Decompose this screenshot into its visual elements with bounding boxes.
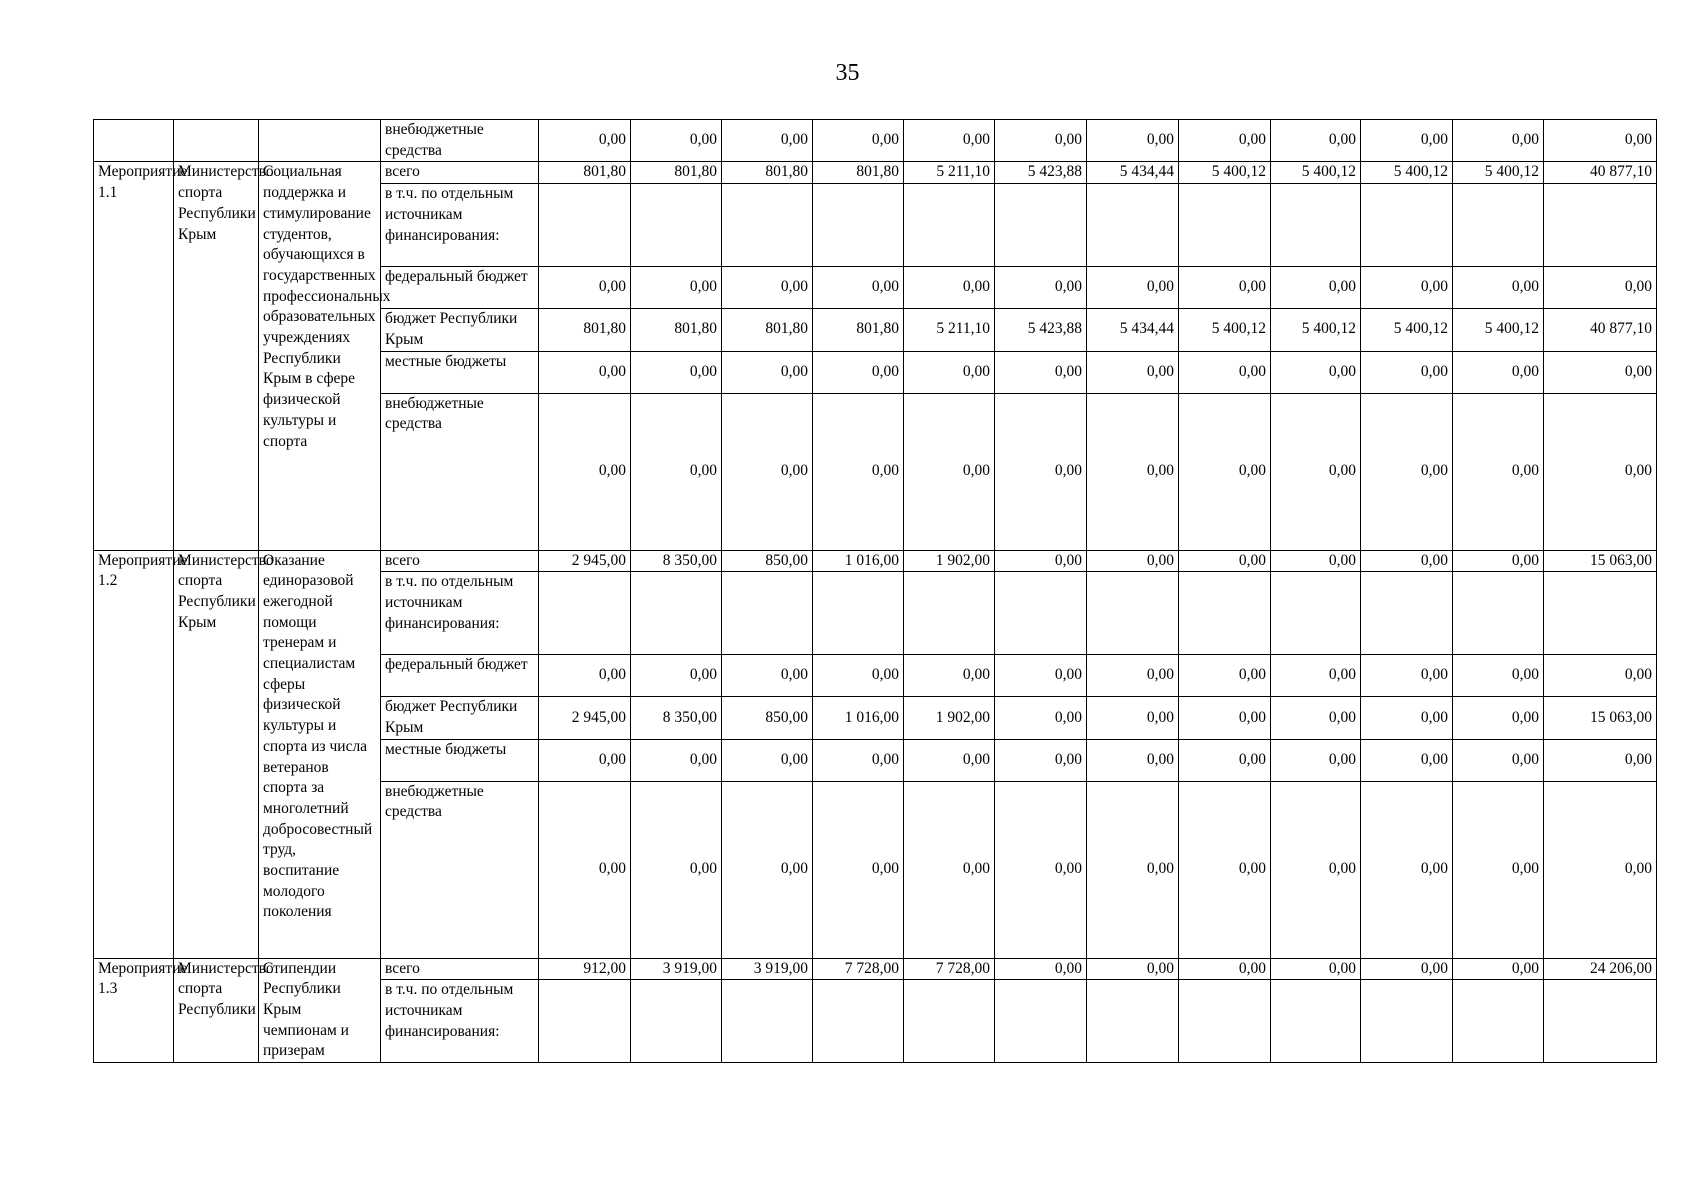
source-cell: в т.ч. по отдельным источникам финансирования:: [381, 184, 539, 267]
table-row: [94, 120, 1657, 162]
value-cell: 0,00: [631, 393, 722, 550]
value-cell: 0,00: [995, 781, 1087, 958]
value-cell: 0,00: [1271, 655, 1361, 697]
value-cell: 0,00: [995, 739, 1087, 781]
value-cell: [813, 980, 904, 1063]
value-cell: 0,00: [1544, 267, 1657, 309]
value-cell: [1179, 572, 1271, 655]
value-cell: 0,00: [1453, 697, 1544, 739]
value-cell: 1 902,00: [904, 550, 995, 572]
value-cell: 0,00: [1087, 550, 1179, 572]
value-cell: 0,00: [1271, 120, 1361, 162]
value-cell: 0,00: [722, 739, 813, 781]
value-cell: 0,00: [1087, 351, 1179, 393]
table-row: [94, 550, 1657, 572]
event-cell: Мероприятие 1.1: [94, 162, 174, 550]
source-cell: внебюджетные средства: [381, 781, 539, 958]
value-cell: 0,00: [1453, 655, 1544, 697]
value-cell: 0,00: [1271, 697, 1361, 739]
value-cell: [1361, 184, 1453, 267]
value-cell: 0,00: [1453, 958, 1544, 980]
value-cell: 0,00: [1453, 120, 1544, 162]
value-cell: 0,00: [904, 267, 995, 309]
value-cell: 5 400,12: [1453, 162, 1544, 184]
value-cell: 0,00: [539, 351, 631, 393]
value-cell: 0,00: [1179, 697, 1271, 739]
value-cell: 0,00: [722, 267, 813, 309]
event-cell: Мероприятие 1.3: [94, 958, 174, 1063]
value-cell: 5 400,12: [1361, 309, 1453, 351]
value-cell: [813, 572, 904, 655]
value-cell: 2 945,00: [539, 697, 631, 739]
value-cell: 3 919,00: [631, 958, 722, 980]
value-cell: [1271, 572, 1361, 655]
description-cell: Стипендии Республики Крым чемпионам и призерам: [259, 958, 381, 1063]
value-cell: [1271, 184, 1361, 267]
description-cell: Оказание единоразовой ежегодной помощи тренерам и специалистам сферы физической культуры и спорта из числа ветеранов спорта за многолетний добросовестный труд, воспитание молодого поколения: [259, 550, 381, 958]
value-cell: 801,80: [631, 162, 722, 184]
value-cell: [1544, 572, 1657, 655]
value-cell: 801,80: [813, 162, 904, 184]
description-cell: [259, 120, 381, 162]
value-cell: 0,00: [904, 393, 995, 550]
value-cell: 0,00: [1271, 550, 1361, 572]
executor-cell: [174, 120, 259, 162]
value-cell: 5 400,12: [1179, 162, 1271, 184]
value-cell: 0,00: [904, 781, 995, 958]
value-cell: 5 400,12: [1271, 309, 1361, 351]
event-cell: [94, 120, 174, 162]
value-cell: 0,00: [1271, 958, 1361, 980]
value-cell: [813, 184, 904, 267]
value-cell: 0,00: [722, 393, 813, 550]
value-cell: [904, 184, 995, 267]
value-cell: 0,00: [1453, 267, 1544, 309]
value-cell: 0,00: [1453, 739, 1544, 781]
value-cell: [995, 184, 1087, 267]
executor-cell: Министерство спорта Республики: [174, 958, 259, 1063]
value-cell: 0,00: [1453, 550, 1544, 572]
value-cell: 5 400,12: [1271, 162, 1361, 184]
value-cell: 0,00: [722, 120, 813, 162]
value-cell: 5 211,10: [904, 162, 995, 184]
value-cell: 0,00: [813, 739, 904, 781]
value-cell: 15 063,00: [1544, 697, 1657, 739]
value-cell: 0,00: [995, 351, 1087, 393]
value-cell: 5 400,12: [1453, 309, 1544, 351]
value-cell: [539, 572, 631, 655]
value-cell: 801,80: [631, 309, 722, 351]
value-cell: 850,00: [722, 550, 813, 572]
value-cell: 801,80: [539, 309, 631, 351]
value-cell: [722, 184, 813, 267]
value-cell: 0,00: [539, 267, 631, 309]
value-cell: [722, 572, 813, 655]
value-cell: 0,00: [813, 781, 904, 958]
value-cell: [1453, 184, 1544, 267]
value-cell: 8 350,00: [631, 697, 722, 739]
value-cell: 0,00: [539, 655, 631, 697]
value-cell: 0,00: [1453, 351, 1544, 393]
value-cell: 0,00: [539, 781, 631, 958]
value-cell: 1 016,00: [813, 697, 904, 739]
value-cell: 24 206,00: [1544, 958, 1657, 980]
source-cell: внебюджетные средства: [381, 393, 539, 550]
source-cell: местные бюджеты: [381, 739, 539, 781]
value-cell: 5 400,12: [1361, 162, 1453, 184]
value-cell: 0,00: [631, 781, 722, 958]
value-cell: 3 919,00: [722, 958, 813, 980]
value-cell: [1453, 980, 1544, 1063]
value-cell: 40 877,10: [1544, 162, 1657, 184]
value-cell: 0,00: [1544, 351, 1657, 393]
value-cell: 0,00: [1087, 655, 1179, 697]
value-cell: 0,00: [995, 267, 1087, 309]
value-cell: 0,00: [995, 120, 1087, 162]
value-cell: 0,00: [1361, 267, 1453, 309]
table-row: [94, 958, 1657, 980]
value-cell: 0,00: [1087, 697, 1179, 739]
value-cell: 0,00: [1087, 267, 1179, 309]
value-cell: 0,00: [1271, 351, 1361, 393]
value-cell: 0,00: [995, 958, 1087, 980]
value-cell: 0,00: [1453, 393, 1544, 550]
value-cell: 0,00: [1271, 393, 1361, 550]
value-cell: 0,00: [539, 393, 631, 550]
value-cell: [1361, 980, 1453, 1063]
value-cell: [904, 980, 995, 1063]
executor-cell: Министерство спорта Республики Крым: [174, 162, 259, 550]
value-cell: 0,00: [1361, 655, 1453, 697]
value-cell: 0,00: [1179, 393, 1271, 550]
value-cell: [1179, 980, 1271, 1063]
source-cell: бюджет Республики Крым: [381, 309, 539, 351]
value-cell: [995, 572, 1087, 655]
value-cell: 2 945,00: [539, 550, 631, 572]
source-cell: в т.ч. по отдельным источникам финансирования:: [381, 980, 539, 1063]
value-cell: 0,00: [631, 739, 722, 781]
source-cell: всего: [381, 162, 539, 184]
value-cell: 0,00: [722, 351, 813, 393]
value-cell: 0,00: [995, 550, 1087, 572]
value-cell: 0,00: [1453, 781, 1544, 958]
value-cell: 0,00: [1361, 393, 1453, 550]
value-cell: 0,00: [1179, 120, 1271, 162]
value-cell: 912,00: [539, 958, 631, 980]
source-cell: всего: [381, 958, 539, 980]
value-cell: [904, 572, 995, 655]
value-cell: 0,00: [1179, 267, 1271, 309]
value-cell: 0,00: [1361, 120, 1453, 162]
value-cell: 0,00: [1179, 550, 1271, 572]
value-cell: [631, 980, 722, 1063]
value-cell: 8 350,00: [631, 550, 722, 572]
value-cell: 0,00: [1361, 739, 1453, 781]
value-cell: 0,00: [995, 655, 1087, 697]
value-cell: [1087, 184, 1179, 267]
value-cell: 0,00: [1361, 351, 1453, 393]
value-cell: 0,00: [995, 697, 1087, 739]
value-cell: 0,00: [1179, 781, 1271, 958]
value-cell: [539, 980, 631, 1063]
value-cell: 850,00: [722, 697, 813, 739]
value-cell: [631, 184, 722, 267]
value-cell: [631, 572, 722, 655]
value-cell: 0,00: [1179, 958, 1271, 980]
value-cell: [1544, 184, 1657, 267]
value-cell: 0,00: [904, 351, 995, 393]
value-cell: 0,00: [631, 351, 722, 393]
value-cell: 0,00: [1087, 958, 1179, 980]
value-cell: 0,00: [1544, 739, 1657, 781]
value-cell: [1361, 572, 1453, 655]
source-cell: всего: [381, 550, 539, 572]
source-cell: внебюджетные средства: [381, 120, 539, 162]
value-cell: 0,00: [1361, 550, 1453, 572]
value-cell: 0,00: [1271, 781, 1361, 958]
value-cell: [1179, 184, 1271, 267]
value-cell: 0,00: [1271, 267, 1361, 309]
value-cell: 0,00: [1544, 781, 1657, 958]
value-cell: 0,00: [1087, 739, 1179, 781]
value-cell: 0,00: [1361, 958, 1453, 980]
value-cell: 7 728,00: [813, 958, 904, 980]
value-cell: [1453, 572, 1544, 655]
value-cell: 40 877,10: [1544, 309, 1657, 351]
value-cell: 7 728,00: [904, 958, 995, 980]
value-cell: 0,00: [1544, 120, 1657, 162]
value-cell: 0,00: [813, 655, 904, 697]
value-cell: 0,00: [813, 351, 904, 393]
value-cell: 0,00: [813, 393, 904, 550]
value-cell: 0,00: [1179, 739, 1271, 781]
value-cell: 5 423,88: [995, 309, 1087, 351]
value-cell: 0,00: [1271, 739, 1361, 781]
source-cell: федеральный бюджет: [381, 655, 539, 697]
budget-table: [93, 119, 1657, 1063]
value-cell: 5 423,88: [995, 162, 1087, 184]
value-cell: 801,80: [722, 162, 813, 184]
description-cell: Социальная поддержка и стимулирование студентов, обучающихся в государственных профессиональных образовательных учреждениях Республики Крым в сфере физической культуры и спорта: [259, 162, 381, 550]
value-cell: 5 434,44: [1087, 162, 1179, 184]
event-cell: Мероприятие 1.2: [94, 550, 174, 958]
value-cell: 15 063,00: [1544, 550, 1657, 572]
value-cell: 0,00: [904, 120, 995, 162]
value-cell: 1 902,00: [904, 697, 995, 739]
value-cell: [722, 980, 813, 1063]
value-cell: 0,00: [1179, 351, 1271, 393]
value-cell: 801,80: [722, 309, 813, 351]
value-cell: [1271, 980, 1361, 1063]
value-cell: [1087, 980, 1179, 1063]
source-cell: местные бюджеты: [381, 351, 539, 393]
value-cell: [1087, 572, 1179, 655]
value-cell: 0,00: [1544, 393, 1657, 550]
value-cell: 0,00: [1087, 120, 1179, 162]
value-cell: 0,00: [1361, 781, 1453, 958]
value-cell: 0,00: [1361, 697, 1453, 739]
executor-cell: Министерство спорта Республики Крым: [174, 550, 259, 958]
value-cell: 0,00: [904, 739, 995, 781]
value-cell: [539, 184, 631, 267]
value-cell: 5 211,10: [904, 309, 995, 351]
value-cell: 0,00: [722, 781, 813, 958]
table-row: [94, 162, 1657, 184]
value-cell: 0,00: [722, 655, 813, 697]
value-cell: 0,00: [813, 120, 904, 162]
value-cell: 0,00: [1087, 781, 1179, 958]
value-cell: 0,00: [631, 267, 722, 309]
value-cell: 5 400,12: [1179, 309, 1271, 351]
value-cell: 0,00: [1087, 393, 1179, 550]
source-cell: федеральный бюджет: [381, 267, 539, 309]
value-cell: 0,00: [631, 655, 722, 697]
value-cell: 801,80: [813, 309, 904, 351]
value-cell: 5 434,44: [1087, 309, 1179, 351]
value-cell: 801,80: [539, 162, 631, 184]
value-cell: 0,00: [904, 655, 995, 697]
source-cell: в т.ч. по отдельным источникам финансирования:: [381, 572, 539, 655]
value-cell: 1 016,00: [813, 550, 904, 572]
table-body: [94, 120, 1657, 1063]
value-cell: 0,00: [631, 120, 722, 162]
value-cell: [995, 980, 1087, 1063]
value-cell: 0,00: [995, 393, 1087, 550]
source-cell: бюджет Республики Крым: [381, 697, 539, 739]
value-cell: 0,00: [539, 120, 631, 162]
page-number: 35: [835, 60, 860, 86]
value-cell: [1544, 980, 1657, 1063]
value-cell: 0,00: [539, 739, 631, 781]
value-cell: 0,00: [1179, 655, 1271, 697]
value-cell: 0,00: [813, 267, 904, 309]
value-cell: 0,00: [1544, 655, 1657, 697]
